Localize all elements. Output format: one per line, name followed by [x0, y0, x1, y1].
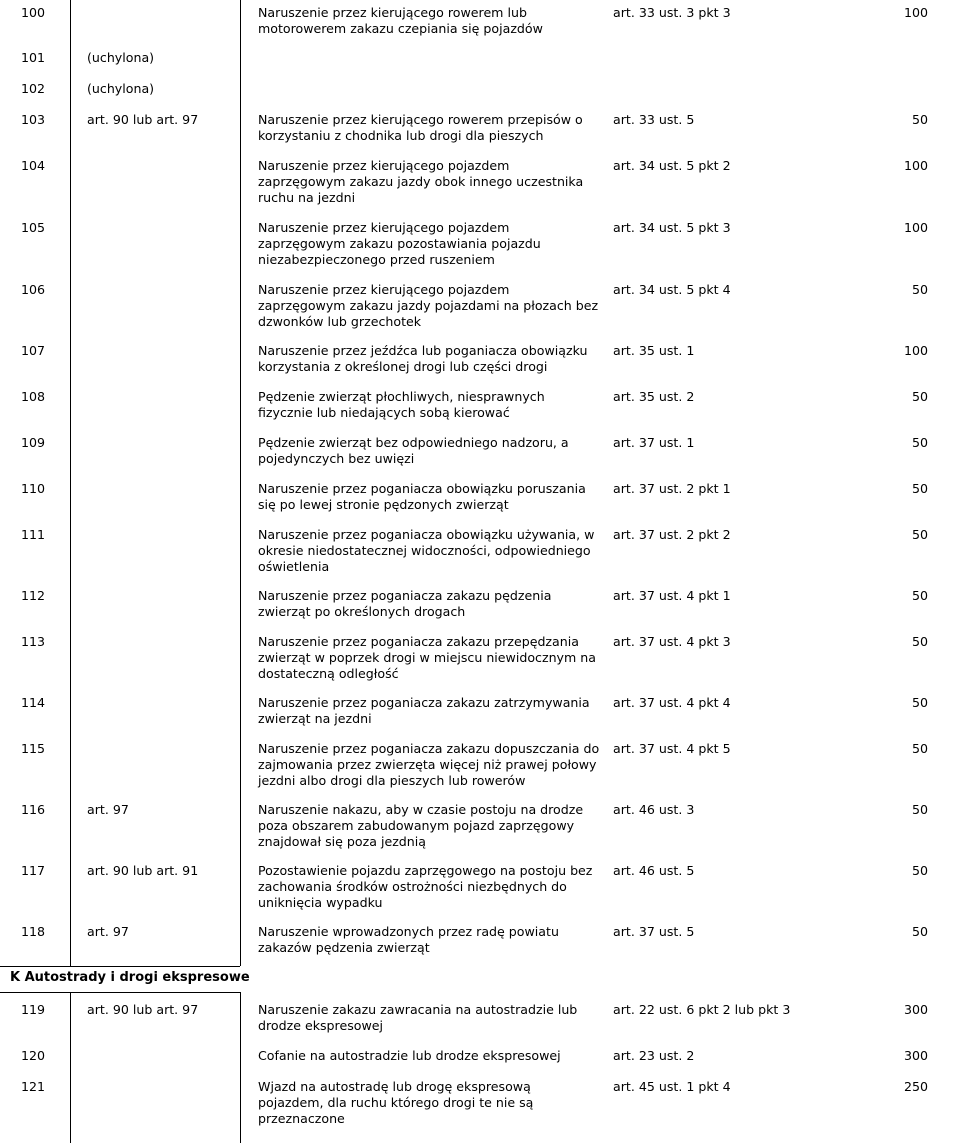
regulation-reference: art. 37 ust. 4 pkt 1: [613, 588, 731, 603]
row-number: 116: [20, 802, 45, 817]
legal-basis: art. 90 lub art. 97: [87, 112, 199, 127]
offense-description-line: jezdni albo drogi dla pieszych lub rowerów: [258, 773, 526, 788]
row-number: 119: [20, 1002, 45, 1017]
offense-description-line: Naruszenie przez poganiacza zakazu pędzenia: [258, 588, 552, 603]
regulation-reference: art. 37 ust. 1: [613, 435, 695, 450]
regulation-reference: art. 37 ust. 5: [613, 924, 695, 939]
penalty-points: 250: [903, 1079, 928, 1094]
offense-description-line: Naruszenie przez poganiacza obowiązku poruszania: [258, 481, 586, 496]
legal-basis: (uchylona): [87, 50, 155, 65]
offense-description-line: drodze ekspresowej: [258, 1018, 384, 1033]
row-number: 102: [20, 81, 45, 96]
row-number: 112: [20, 588, 45, 603]
offense-description-line: ruchu na jezdni: [258, 190, 356, 205]
penalty-points: 50: [911, 481, 928, 496]
regulation-reference: art. 23 ust. 2: [613, 1048, 695, 1063]
offense-description-line: Naruszenie przez poganiacza obowiązku używania, w: [258, 527, 595, 542]
column-divider: [240, 0, 241, 966]
row-number: 105: [20, 220, 45, 235]
penalty-points: 50: [911, 863, 928, 878]
column-divider: [70, 0, 71, 966]
offense-description-line: fizycznie lub niedających sobą kierować: [258, 405, 510, 420]
row-number: 103: [20, 112, 45, 127]
offense-description-line: zaprzęgowym zakazu pozostawiania pojazdu: [258, 236, 541, 251]
penalty-points: 50: [911, 741, 928, 756]
penalty-points: 50: [911, 924, 928, 939]
row-number: 106: [20, 282, 45, 297]
penalty-points: 100: [903, 5, 928, 20]
offense-description-line: Naruszenie przez kierującego pojazdem: [258, 158, 510, 173]
offense-description-line: Naruszenie przez jeźdźca lub poganiacza obowiązku: [258, 343, 588, 358]
offense-description-line: Naruszenie nakazu, aby w czasie postoju na drodze: [258, 802, 584, 817]
penalty-points: 50: [911, 389, 928, 404]
penalty-points: 100: [903, 343, 928, 358]
regulation-reference: art. 34 ust. 5 pkt 3: [613, 220, 731, 235]
regulation-reference: art. 37 ust. 2 pkt 2: [613, 527, 731, 542]
offense-description-line: poza obszarem zabudowanym pojazd zaprzęgowy: [258, 818, 575, 833]
regulation-reference: art. 34 ust. 5 pkt 4: [613, 282, 731, 297]
regulation-reference: art. 45 ust. 1 pkt 4: [613, 1079, 731, 1094]
regulation-reference: art. 33 ust. 5: [613, 112, 695, 127]
regulation-reference: art. 37 ust. 4 pkt 4: [613, 695, 731, 710]
offense-description-line: zakazów pędzenia zwierząt: [258, 940, 430, 955]
row-divider: [0, 992, 240, 993]
column-divider: [70, 992, 71, 1143]
penalty-points: 50: [911, 527, 928, 542]
regulation-reference: art. 34 ust. 5 pkt 2: [613, 158, 731, 173]
offense-description-line: korzystania z określonej drogi lub części drogi: [258, 359, 548, 374]
penalty-points: 50: [911, 695, 928, 710]
offense-description-line: dzwonków lub grzechotek: [258, 314, 422, 329]
offense-description-line: Naruszenie przez poganiacza zakazu przepędzania: [258, 634, 579, 649]
offense-description-line: Naruszenie przez kierującego rowerem lub: [258, 5, 527, 20]
offense-description-line: Pozostawienie pojazdu zaprzęgowego na postoju bez: [258, 863, 593, 878]
row-number: 114: [20, 695, 45, 710]
offense-description-line: Naruszenie przez kierującego pojazdem: [258, 220, 510, 235]
regulation-reference: art. 35 ust. 2: [613, 389, 695, 404]
offense-description-line: uniknięcia wypadku: [258, 895, 383, 910]
row-number: 117: [20, 863, 45, 878]
offense-description-line: znajdował się poza jezdnią: [258, 834, 426, 849]
offense-description-line: zaprzęgowym zakazu jazdy pojazdami na płozach bez: [258, 298, 599, 313]
penalty-points: 50: [911, 802, 928, 817]
penalty-points: 300: [903, 1048, 928, 1063]
section-heading: K Autostrady i drogi ekspresowe: [10, 970, 250, 985]
offense-description-line: oświetlenia: [258, 559, 330, 574]
offense-description-line: pojedynczych bez uwięzi: [258, 451, 415, 466]
offense-description-line: Naruszenie przez kierującego rowerem przepisów o: [258, 112, 583, 127]
row-divider: [0, 966, 240, 967]
regulation-reference: art. 33 ust. 3 pkt 3: [613, 5, 731, 20]
offense-description-line: Naruszenie zakazu zawracania na autostradzie lub: [258, 1002, 578, 1017]
offense-description-line: Naruszenie przez poganiacza zakazu dopuszczania do: [258, 741, 600, 756]
row-number: 118: [20, 924, 45, 939]
regulation-reference: art. 46 ust. 5: [613, 863, 695, 878]
penalty-points: 300: [903, 1002, 928, 1017]
row-number: 120: [20, 1048, 45, 1063]
legal-basis: (uchylona): [87, 81, 155, 96]
row-number: 111: [20, 527, 45, 542]
regulation-reference: art. 37 ust. 4 pkt 5: [613, 741, 731, 756]
offense-description-line: zwierząt na jezdni: [258, 711, 372, 726]
offense-description-line: Cofanie na autostradzie lub drodze ekspresowej: [258, 1048, 561, 1063]
penalty-points: 50: [911, 435, 928, 450]
regulation-reference: art. 37 ust. 4 pkt 3: [613, 634, 731, 649]
offense-description-line: Naruszenie wprowadzonych przez radę powiatu: [258, 924, 559, 939]
offense-description-line: Pędzenie zwierząt bez odpowiedniego nadzoru, a: [258, 435, 569, 450]
penalty-points: 50: [911, 588, 928, 603]
row-number: 107: [20, 343, 45, 358]
offense-description-line: Pędzenie zwierząt płochliwych, niesprawnych: [258, 389, 545, 404]
offense-description-line: motorowerem zakazu czepiania się pojazdów: [258, 21, 543, 36]
penalty-points: 100: [903, 158, 928, 173]
regulation-reference: art. 37 ust. 2 pkt 1: [613, 481, 731, 496]
column-divider: [240, 992, 241, 1143]
row-number: 108: [20, 389, 45, 404]
penalty-points: 50: [911, 282, 928, 297]
legal-basis: art. 90 lub art. 97: [87, 1002, 199, 1017]
offense-description-line: zajmowania przez zwierzęta więcej niż prawej połowy: [258, 757, 597, 772]
penalty-points: 50: [911, 634, 928, 649]
offense-description-line: pojazdem, dla ruchu którego drogi te nie są: [258, 1095, 534, 1110]
offense-description-line: Wjazd na autostradę lub drogę ekspresową: [258, 1079, 531, 1094]
offense-description-line: dostateczną odległość: [258, 666, 399, 681]
offense-description-line: okresie niedostatecznej widoczności, odpowiedniego: [258, 543, 591, 558]
regulation-reference: art. 46 ust. 3: [613, 802, 695, 817]
row-number: 115: [20, 741, 45, 756]
row-number: 121: [20, 1079, 45, 1094]
regulation-reference: art. 22 ust. 6 pkt 2 lub pkt 3: [613, 1002, 791, 1017]
offense-description-line: zwierząt po określonych drogach: [258, 604, 466, 619]
legal-basis: art. 90 lub art. 91: [87, 863, 199, 878]
penalty-points: 100: [903, 220, 928, 235]
offense-description-line: przeznaczone: [258, 1111, 345, 1126]
legal-basis: art. 97: [87, 802, 129, 817]
row-number: 101: [20, 50, 45, 65]
legal-basis: art. 97: [87, 924, 129, 939]
offense-description-line: zaprzęgowym zakazu jazdy obok innego uczestnika: [258, 174, 584, 189]
regulation-reference: art. 35 ust. 1: [613, 343, 695, 358]
offense-description-line: Naruszenie przez poganiacza zakazu zatrzymywania: [258, 695, 590, 710]
offense-description-line: Naruszenie przez kierującego pojazdem: [258, 282, 510, 297]
row-number: 110: [20, 481, 45, 496]
penalty-points: 50: [911, 112, 928, 127]
offense-description-line: korzystaniu z chodnika lub drogi dla pieszych: [258, 128, 544, 143]
row-number: 113: [20, 634, 45, 649]
row-number: 109: [20, 435, 45, 450]
offense-description-line: się po lewej stronie pędzonych zwierząt: [258, 497, 509, 512]
row-number: 100: [20, 5, 45, 20]
offense-description-line: zwierząt w poprzek drogi w miejscu niewidocznym na: [258, 650, 596, 665]
row-number: 104: [20, 158, 45, 173]
offense-description-line: niezabezpieczonego przed ruszeniem: [258, 252, 495, 267]
offense-description-line: zachowania środków ostrożności niezbędnych do: [258, 879, 567, 894]
